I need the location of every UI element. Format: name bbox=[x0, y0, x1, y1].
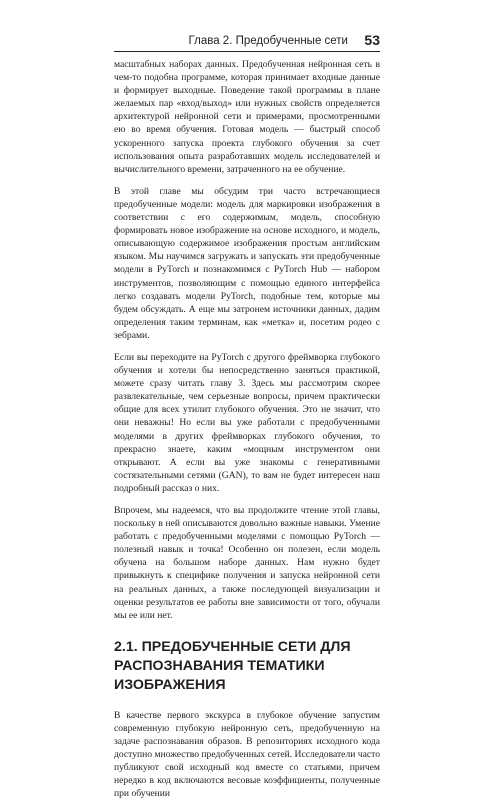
paragraph-4: Впрочем, мы надеемся, что вы продолжите чтение этой главы, поскольку в ней описываются довольно важные навыки. Умение работать с предобученными моделями с помощью PyTorch — полезный навык и точка! Особенно он полезен, если модель обучена на большом наборе данных. Нам нужно будет привыкнуть к специфике получения и запуска нейронной сети на реальных данных, а также последующей визуализации и оценки результатов ее работы вне зависимости от того, обучали мы ее или нет. bbox=[114, 505, 380, 621]
paragraph-1: масштабных наборах данных. Предобученная нейронная сеть в чем-то подобна программе, которая принимает входные данные и формирует выходные. Поведение такой программы в плане желаемых пар «вход/выход» или нужных свойств определяется архитектурой нейронной сети и примерами, просмотренными ею во время обучения. Готовая модель — быстрый способ ускоренного запуска проекта глубокого обучения за счет использования опыта разработавших модель исследователей и вычислительного времени, затраченного на ее обучение. bbox=[114, 59, 380, 175]
paragraph-3: Если вы переходите на PyTorch с другого фреймворка глубокого обучения и хотели бы непосредственно заняться практикой, можете сразу читать главу 3. Здесь мы рассмотрим скорее развлекательные, чем серьезные вопросы, причем практически общие для всех утилит глубокого обучения. Это не значит, что они неважны! Но если вы уже работали с предобученными моделями в других фреймворках глубокого обучения, то прекрасно знаете, каким «мощным инструментом они открывают. А если вы уже знакомы с генеративными состязательными сетями (GAN), то вам не будет интересен наш подробный рассказ о них. bbox=[114, 351, 380, 494]
header-rule bbox=[114, 51, 380, 52]
section-heading: 2.1. ПРЕДОБУЧЕННЫЕ СЕТИ ДЛЯ РАСПОЗНАВАНИЯ ТЕМАТИКИ ИЗОБРАЖЕНИЯ bbox=[114, 638, 351, 693]
page-number: 53 bbox=[364, 32, 380, 48]
chapter-title: Глава 2. Предобученные сети bbox=[188, 35, 348, 47]
section-paragraph: В качестве первого экскурса в глубокое обучение запустим современную глубокую нейронную сеть, предобученную на задаче распознавания образов. В репозиториях исходного кода доступно множество предобученных сетей. Исследователи часто публикуют свой исходный код вместе со статьями, причем нередко в код включаются весовые коэффициенты, полученные при обучении bbox=[114, 709, 380, 800]
running-head bbox=[114, 32, 380, 52]
body-text bbox=[114, 58, 380, 810]
paragraph-2: В этой главе мы обсудим три часто встречающиеся предобученные модели: модель для маркировки изображения в соответствии с его содержимым, модель, способную формировать новое изображение на основе исходного, и модель, описывающую содержимое изображения простым английским языком. Мы научимся загружать и запускать эти предобученные модели в PyTorch и познакомимся с PyTorch Hub — набором инструментов, позволяющим с помощью единого интерфейса легко создавать модели PyTorch, подобные тем, которые мы будем обсуждать. А еще мы затронем источники данных, дадим определения таким терминам, как «метка» и, посетим родео с зебрами. bbox=[114, 185, 380, 341]
